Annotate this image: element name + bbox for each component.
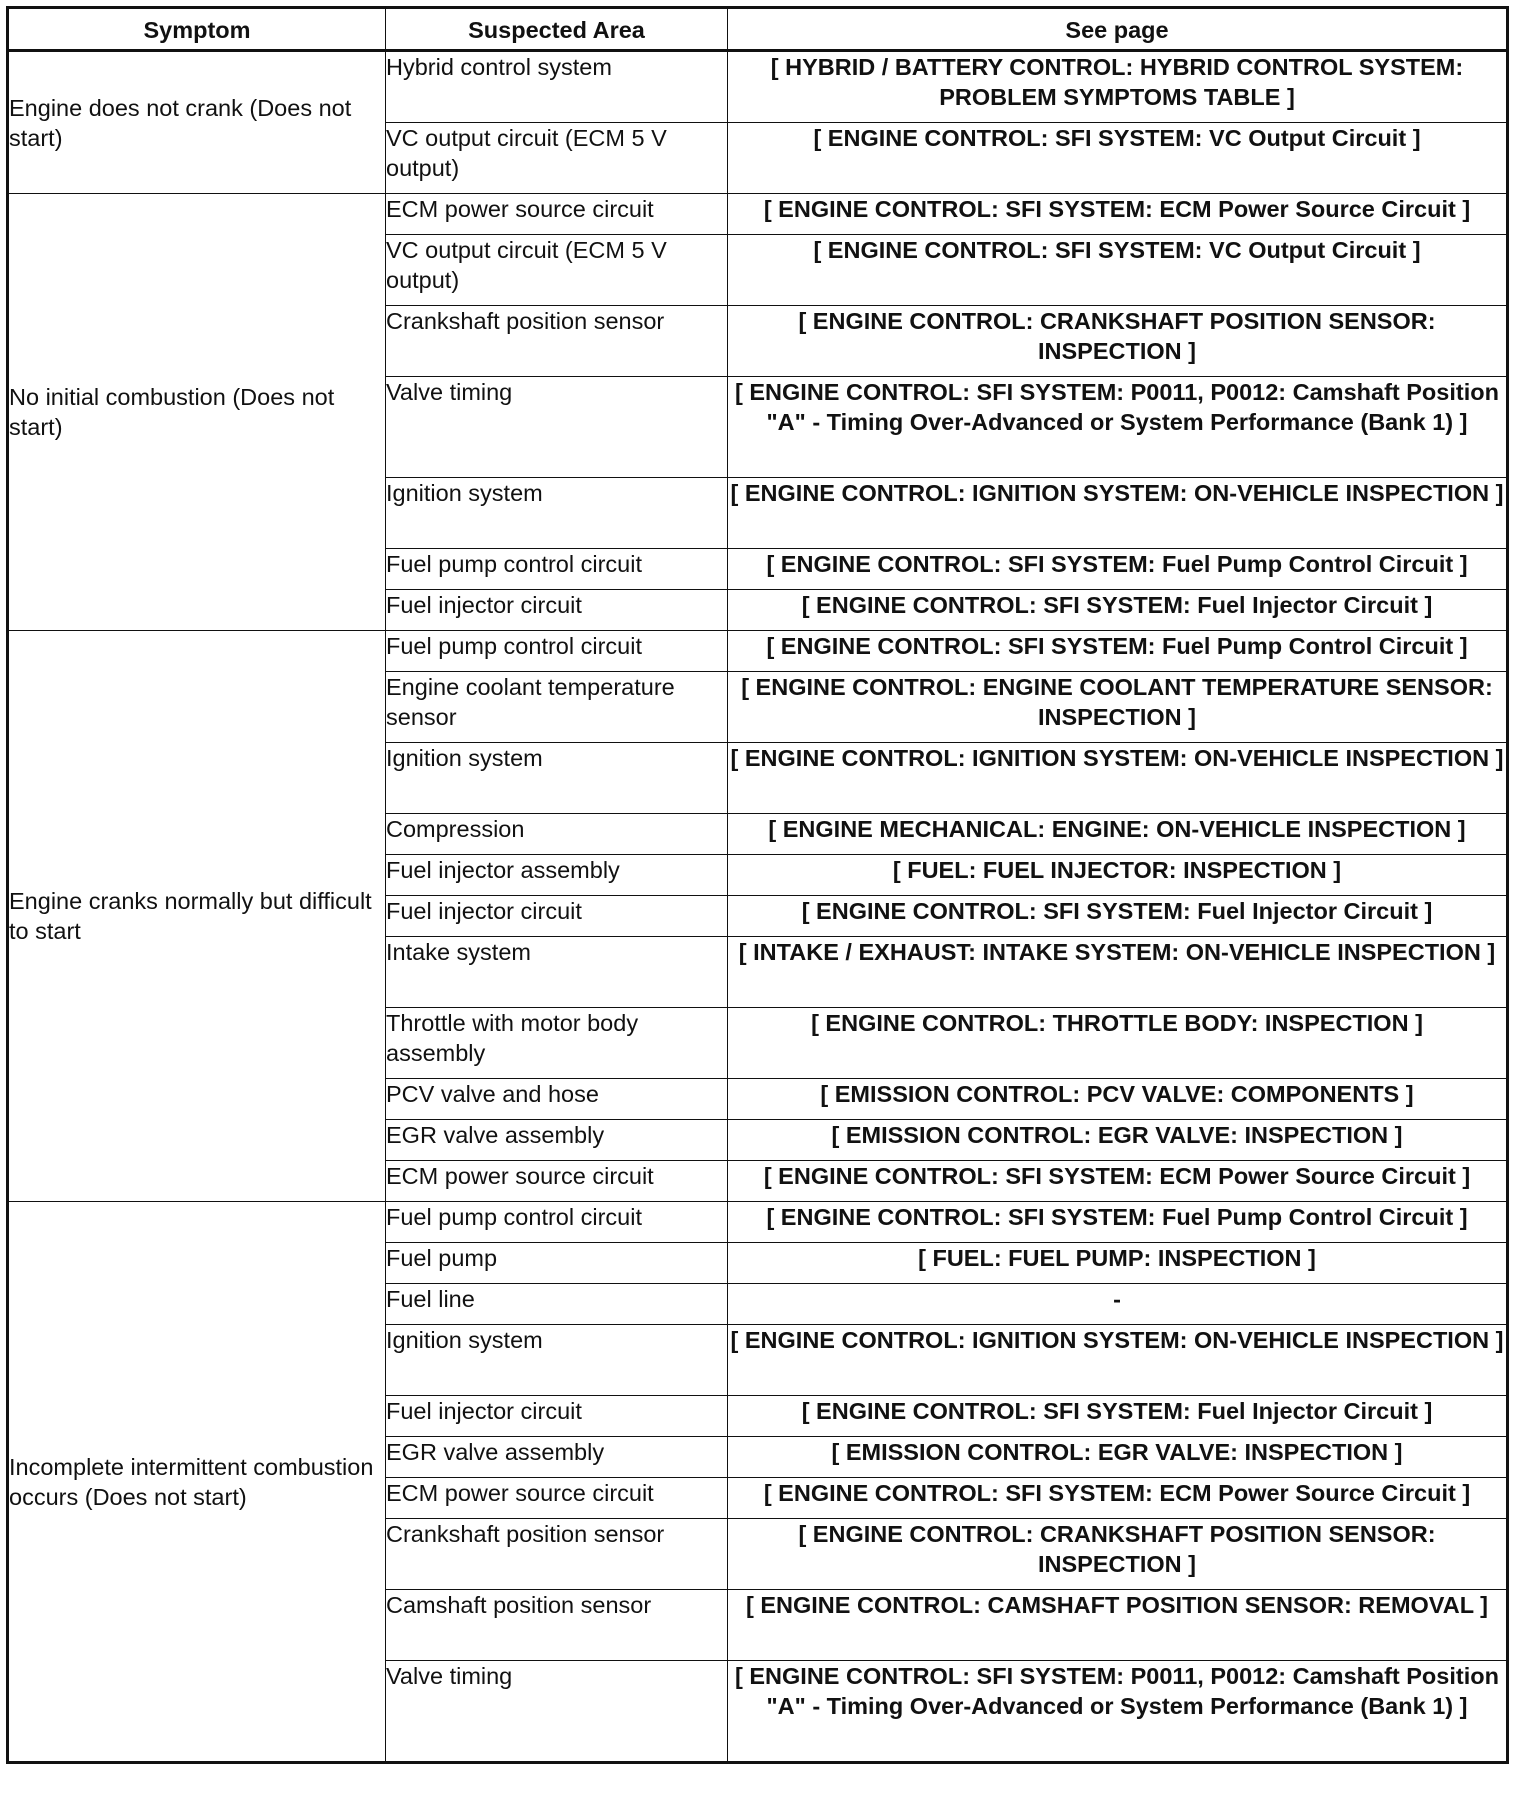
suspected-area-cell: Fuel injector circuit (386, 896, 728, 937)
suspected-area-cell: Crankshaft position sensor (386, 306, 728, 377)
table-row (8, 631, 1508, 672)
suspected-area-cell: Compression (386, 814, 728, 855)
table-row (8, 194, 1508, 235)
suspected-area-cell: Crankshaft position sensor (386, 1519, 728, 1590)
see-page-reference[interactable]: [ EMISSION CONTROL: EGR VALVE: INSPECTION ] (728, 1120, 1508, 1161)
suspected-area-cell: ECM power source circuit (386, 194, 728, 235)
suspected-area-cell: Fuel pump control circuit (386, 549, 728, 590)
see-page-reference[interactable]: [ ENGINE CONTROL: SFI SYSTEM: Fuel Injector Circuit ] (728, 590, 1508, 631)
suspected-area-cell: Fuel injector circuit (386, 590, 728, 631)
suspected-area-cell: EGR valve assembly (386, 1437, 728, 1478)
see-page-reference[interactable]: [ ENGINE CONTROL: SFI SYSTEM: Fuel Injector Circuit ] (728, 896, 1508, 937)
see-page-reference[interactable]: [ ENGINE CONTROL: SFI SYSTEM: ECM Power Source Circuit ] (728, 1478, 1508, 1519)
see-page-reference[interactable]: [ ENGINE CONTROL: SFI SYSTEM: VC Output Circuit ] (728, 123, 1508, 194)
table-row (8, 51, 1508, 123)
see-page-reference[interactable]: [ ENGINE CONTROL: SFI SYSTEM: VC Output Circuit ] (728, 235, 1508, 306)
suspected-area-cell: ECM power source circuit (386, 1161, 728, 1202)
symptom-cell: No initial combustion (Does not start) (8, 194, 386, 631)
suspected-area-cell: Valve timing (386, 1661, 728, 1763)
suspected-area-cell: Fuel pump (386, 1243, 728, 1284)
table-row (8, 1202, 1508, 1243)
suspected-area-cell: VC output circuit (ECM 5 V output) (386, 235, 728, 306)
table-body (8, 51, 1508, 1763)
suspected-area-cell: Valve timing (386, 377, 728, 478)
problem-symptoms-table (6, 6, 1509, 1764)
symptom-cell: Engine cranks normally but difficult to start (8, 631, 386, 1202)
suspected-area-cell: Fuel line (386, 1284, 728, 1325)
see-page-reference[interactable]: [ FUEL: FUEL PUMP: INSPECTION ] (728, 1243, 1508, 1284)
see-page-reference[interactable]: [ ENGINE CONTROL: IGNITION SYSTEM: ON-VEHICLE INSPECTION ] (728, 743, 1508, 814)
suspected-area-cell: Intake system (386, 937, 728, 1008)
symptom-cell: Incomplete intermittent combustion occurs (Does not start) (8, 1202, 386, 1763)
suspected-area-cell: Fuel pump control circuit (386, 631, 728, 672)
suspected-area-cell: Fuel injector circuit (386, 1396, 728, 1437)
see-page-reference[interactable]: [ ENGINE CONTROL: THROTTLE BODY: INSPECTION ] (728, 1008, 1508, 1079)
see-page-reference[interactable]: [ ENGINE CONTROL: CAMSHAFT POSITION SENSOR: REMOVAL ] (728, 1590, 1508, 1661)
see-page-reference[interactable]: [ ENGINE CONTROL: CRANKSHAFT POSITION SENSOR: INSPECTION ] (728, 1519, 1508, 1590)
see-page-reference[interactable]: [ ENGINE CONTROL: SFI SYSTEM: P0011, P0012: Camshaft Position "A" - Timing Over-Advanced or System Performance (Bank 1) ] (728, 377, 1508, 478)
see-page-reference[interactable]: [ ENGINE CONTROL: IGNITION SYSTEM: ON-VEHICLE INSPECTION ] (728, 478, 1508, 549)
suspected-area-cell: VC output circuit (ECM 5 V output) (386, 123, 728, 194)
see-page-reference[interactable]: [ ENGINE CONTROL: SFI SYSTEM: ECM Power Source Circuit ] (728, 1161, 1508, 1202)
symptom-column-header: Symptom (8, 8, 386, 51)
suspected-area-column-header: Suspected Area (386, 8, 728, 51)
see-page-reference[interactable]: [ FUEL: FUEL INJECTOR: INSPECTION ] (728, 855, 1508, 896)
see-page-reference[interactable]: [ EMISSION CONTROL: PCV VALVE: COMPONENTS ] (728, 1079, 1508, 1120)
see-page-reference[interactable]: [ ENGINE CONTROL: SFI SYSTEM: P0011, P0012: Camshaft Position "A" - Timing Over-Advanced or System Performance (Bank 1) ] (728, 1661, 1508, 1763)
see-page-reference[interactable]: [ ENGINE MECHANICAL: ENGINE: ON-VEHICLE INSPECTION ] (728, 814, 1508, 855)
suspected-area-cell: ECM power source circuit (386, 1478, 728, 1519)
suspected-area-cell: Ignition system (386, 743, 728, 814)
problem-symptoms-document (6, 6, 1509, 1764)
suspected-area-cell: Fuel pump control circuit (386, 1202, 728, 1243)
see-page-reference[interactable]: [ ENGINE CONTROL: SFI SYSTEM: ECM Power Source Circuit ] (728, 194, 1508, 235)
see-page-reference[interactable]: [ ENGINE CONTROL: SFI SYSTEM: Fuel Pump Control Circuit ] (728, 549, 1508, 590)
symptom-cell: Engine does not crank (Does not start) (8, 51, 386, 194)
see-page-reference[interactable]: - (728, 1284, 1508, 1325)
suspected-area-cell: Camshaft position sensor (386, 1590, 728, 1661)
see-page-reference[interactable]: [ ENGINE CONTROL: IGNITION SYSTEM: ON-VEHICLE INSPECTION ] (728, 1325, 1508, 1396)
see-page-reference[interactable]: [ ENGINE CONTROL: ENGINE COOLANT TEMPERATURE SENSOR: INSPECTION ] (728, 672, 1508, 743)
see-page-reference[interactable]: [ ENGINE CONTROL: SFI SYSTEM: Fuel Injector Circuit ] (728, 1396, 1508, 1437)
suspected-area-cell: EGR valve assembly (386, 1120, 728, 1161)
see-page-reference[interactable]: [ EMISSION CONTROL: EGR VALVE: INSPECTION ] (728, 1437, 1508, 1478)
see-page-column-header: See page (728, 8, 1508, 51)
suspected-area-cell: PCV valve and hose (386, 1079, 728, 1120)
see-page-reference[interactable]: [ ENGINE CONTROL: CRANKSHAFT POSITION SENSOR: INSPECTION ] (728, 306, 1508, 377)
suspected-area-cell: Ignition system (386, 1325, 728, 1396)
see-page-reference[interactable]: [ INTAKE / EXHAUST: INTAKE SYSTEM: ON-VEHICLE INSPECTION ] (728, 937, 1508, 1008)
suspected-area-cell: Ignition system (386, 478, 728, 549)
suspected-area-cell: Engine coolant temperature sensor (386, 672, 728, 743)
table-header-row (8, 8, 1508, 51)
suspected-area-cell: Fuel injector assembly (386, 855, 728, 896)
suspected-area-cell: Throttle with motor body assembly (386, 1008, 728, 1079)
see-page-reference[interactable]: [ ENGINE CONTROL: SFI SYSTEM: Fuel Pump Control Circuit ] (728, 631, 1508, 672)
see-page-reference[interactable]: [ HYBRID / BATTERY CONTROL: HYBRID CONTROL SYSTEM: PROBLEM SYMPTOMS TABLE ] (728, 51, 1508, 123)
suspected-area-cell: Hybrid control system (386, 51, 728, 123)
see-page-reference[interactable]: [ ENGINE CONTROL: SFI SYSTEM: Fuel Pump Control Circuit ] (728, 1202, 1508, 1243)
